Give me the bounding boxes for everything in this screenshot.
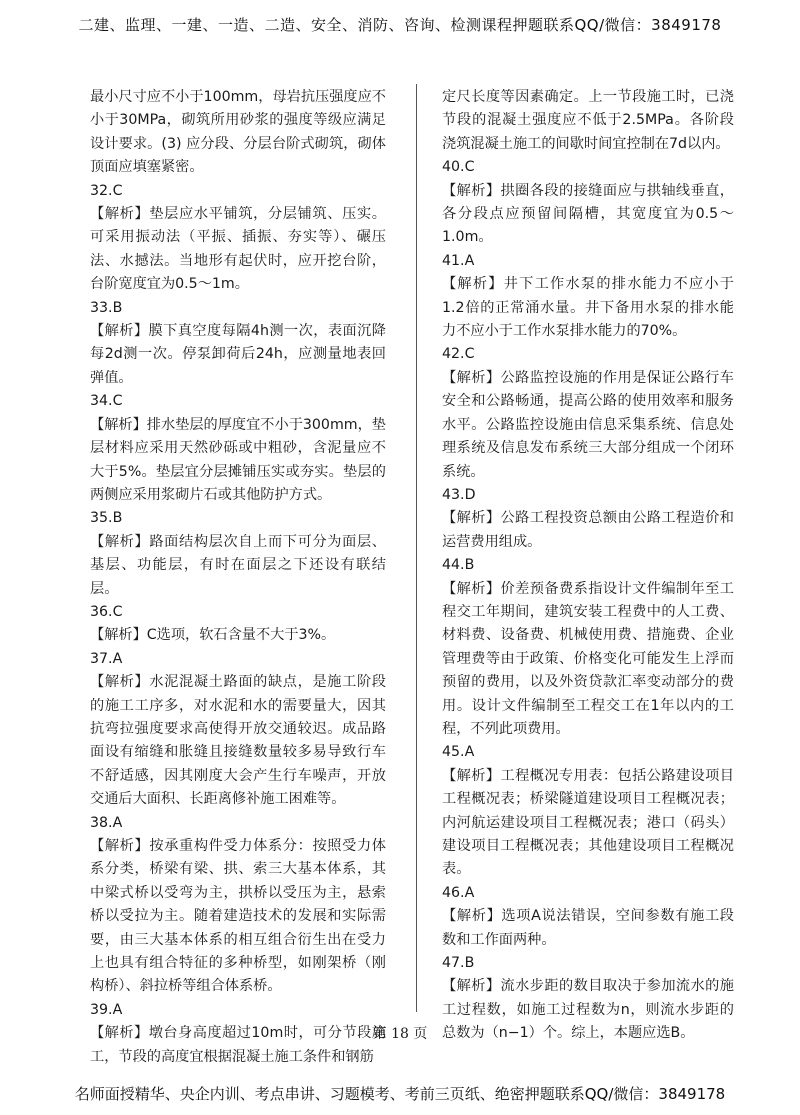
answer-explanation: 【解析】公路监控设施的作用是保证公路行车安全和公路畅通，提高公路的使用效率和服务水平。公路监控设施由信息采集系统、信息处理系统及信息发布系统三大部分组成一个闭环系统。	[442, 369, 734, 480]
answer-label: 38.A	[90, 814, 123, 831]
answer-explanation: 【解析】公路工程投资总额由公路工程造价和运营费用组成。	[442, 510, 734, 550]
continued-text: 最小尺寸应不小于100mm，母岩抗压强度应不小于30MPa，砌筑所用砂浆的强度等级应满足设计要求。(3) 应分段、分层台阶式砌筑，砌体顶面应填塞紧密。	[90, 89, 386, 176]
answer-label: 43.D	[442, 486, 476, 503]
answer-explanation: 【解析】选项A说法错误，空间参数有施工段数和工作面两种。	[442, 908, 734, 948]
column-divider	[416, 84, 417, 1012]
answer-item	[442, 250, 734, 344]
answer-label: 32.C	[90, 182, 123, 199]
answer-explanation: 【解析】水泥混凝土路面的缺点，是施工阶段的施工工序多，对水泥和水的需要量大，因其抗弯拉强度要求高使得开放交通较迟。成品路面设有缩缝和胀缝且接缝数量较多易导致行车不舒适感，因其刚度大会产生行车噪声，开放交通后大面积、长距离修补施工困难等。	[90, 674, 386, 808]
answer-explanation: 【解析】路面结构层次自上而下可分为面层、基层、功能层，有时在面层之下还设有联结层。	[90, 533, 386, 597]
answer-item	[90, 390, 386, 507]
answer-explanation: 【解析】价差预备费系指设计文件编制年至工程交工年期间，建筑安装工程费中的人工费、材料费、设备费、机械使用费、措施费、企业管理费等由于政策、价格变化可能发生上浮而预留的费用，以及外资贷款汇率变动部分的费用。设计文件编制至工程交工在1年以内的工程，不列此项费用。	[442, 580, 734, 737]
answer-explanation: 【解析】墩台身高度超过10m时，可分节段施工，节段的高度宜根据混凝土施工条件和钢筋	[90, 1025, 386, 1065]
answer-item	[90, 648, 386, 812]
right-column	[442, 86, 734, 1046]
answer-label: 35.B	[90, 510, 123, 527]
answer-explanation: 【解析】工程概况专用表：包括公路建设项目工程概况表；桥梁隧道建设项目工程概况表；内河航运建设项目工程概况表；港口（码头）建设项目工程概况表；其他建设项目工程概况表。	[442, 767, 734, 878]
answer-item	[90, 812, 386, 999]
answer-label: 33.B	[90, 299, 123, 316]
answer-label: 42.C	[442, 346, 475, 363]
answer-explanation: 【解析】拱圈各段的接缝面应与拱轴线垂直，各分段点应预留间隔槽，其宽度宜为0.5～1.0m。	[442, 182, 734, 246]
left-column	[90, 86, 386, 1069]
continued-text: 定尺长度等因素确定。上一节段施工时，已浇节段的混凝土强度应不低于2.5MPa。各阶段浇筑混凝土施工的间歇时间宜控制在7d以内。	[442, 89, 734, 152]
answer-item	[90, 180, 386, 297]
answer-item	[90, 297, 386, 391]
answer-item	[442, 484, 734, 554]
answer-label: 39.A	[90, 1001, 123, 1018]
answer-item	[90, 507, 386, 601]
page-footer-contact: 名师面授精华、央企内训、考点串讲、习题模考、考前三页纸、绝密押题联系QQ/微信：3849178	[74, 1085, 726, 1103]
answer-label: 47.B	[442, 955, 475, 972]
answer-item	[442, 343, 734, 483]
answer-explanation: 【解析】膜下真空度每隔4h测一次，表面沉降每2d测一次。停泵卸荷后24h，应测量地表回弹值。	[90, 323, 386, 386]
answer-item	[442, 882, 734, 952]
answer-label: 36.C	[90, 603, 123, 620]
answer-label: 37.A	[90, 650, 123, 667]
answer-label: 34.C	[90, 393, 123, 410]
answer-item	[442, 741, 734, 881]
answer-label: 46.A	[442, 884, 475, 901]
answer-explanation: 【解析】排水垫层的厚度宜不小于300mm，垫层材料应采用天然砂砾或中粗砂，含泥量应不大于5%。垫层宜分层摊铺压实或夯实。垫层的两侧应采用浆砌片石或其他防护方式。	[90, 416, 386, 503]
answer-item	[90, 601, 386, 648]
answer-item	[442, 554, 734, 741]
answer-item	[442, 156, 734, 250]
answer-label: 44.B	[442, 557, 475, 574]
answer-explanation: 【解析】流水步距的数目取决于参加流水的施工过程数，如施工过程数为n，则流水步距的总数为（n−1）个。综上，本题应选B。	[442, 978, 734, 1042]
answer-explanation: 【解析】C选项，软石含量不大于3%。	[90, 627, 336, 644]
answer-label: 40.C	[442, 159, 475, 176]
page-header-contact: 二建、监理、一建、一造、二造、安全、消防、咨询、检测课程押题联系QQ/微信：3849178	[78, 16, 722, 34]
page-number: 第 18 页	[372, 1026, 428, 1042]
answer-explanation: 【解析】垫层应水平铺筑，分层铺筑、压实。可采用振动法（平振、插振、夯实等）、碾压法、水撼法。当地形有起伏时，应开挖台阶，台阶宽度宜为0.5～1m。	[90, 206, 386, 293]
answer-label: 41.A	[442, 252, 475, 269]
answer-label: 45.A	[442, 744, 475, 761]
answer-explanation: 【解析】井下工作水泵的排水能力不应小于1.2倍的正常涌水量。井下备用水泵的排水能力不应小于工作水泵排水能力的70%。	[442, 276, 734, 340]
answer-explanation: 【解析】按承重构件受力体系分：按照受力体系分类，桥梁有梁、拱、索三大基本体系，其中梁式桥以受弯为主，拱桥以受压为主，悬索桥以受拉为主。随着建造技术的发展和实际需要，由三大基本体系的相互组合衍生出在受力上也具有组合特征的多种桥型，如刚架桥（刚构桥）、斜拉桥等组合体系桥。	[90, 838, 386, 995]
